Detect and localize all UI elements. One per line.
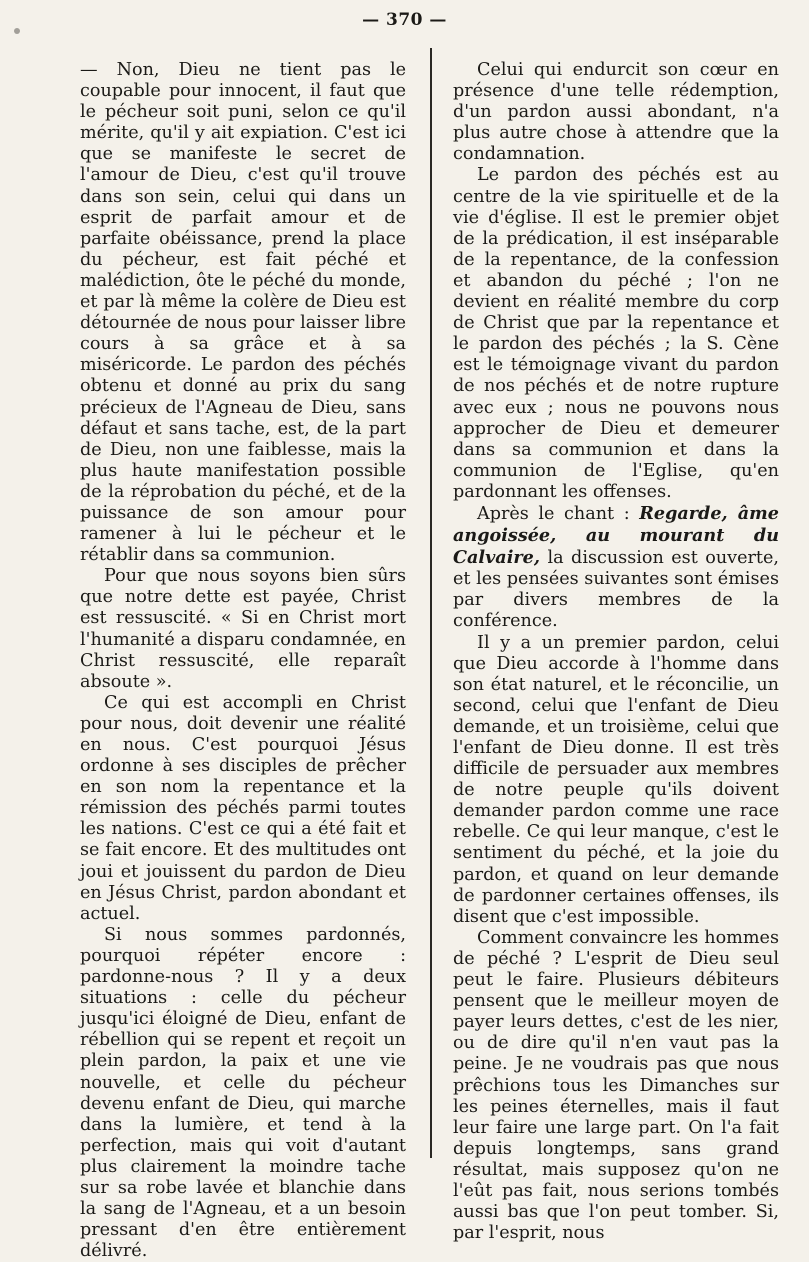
paragraph: Pour que nous soyons bien sûrs que notre dette est payée, Christ est ressuscité. « Si en Christ mort l'humanité a disparu condamnée, en Christ ressuscité, elle reparaît absoute ». [80, 566, 406, 692]
left-column [80, 60, 406, 1262]
paper-speck [14, 28, 20, 34]
paragraph: Celui qui endurcit son cœur en présence d'une telle rédemption, d'un pardon aussi abondant, n'a plus autre chose à attendre que la condamnation. [453, 60, 779, 165]
paragraph: Ce qui est accompli en Christ pour nous, doit devenir une réalité en nous. C'est pourquoi Jésus ordonne à ses disciples de prêcher en son nom la repentance et la rémission des péchés parmi toutes les nations. C'est ce qui a été fait et se fait encore. Et des multitudes ont joui et jouissent du pardon de Dieu en Jésus Christ, pardon abondant et actuel. [80, 692, 406, 924]
paragraph: Si nous sommes pardonnés, pourquoi répéter encore : pardonne-nous ? Il y a deux situations : celle du pécheur jusqu'ici éloigné de Dieu, enfant de rébellion qui se repent et reçoit un plein pardon, la paix et une vie nouvelle, et celle du pécheur devenu enfant de Dieu, qui marche dans la lumière, et tend à la perfection, mais qui voit d'autant plus clairement la moindre tache sur sa robe lavée et blanchie dans la sang de l'Agneau, et a un besoin pressant d'en être entièrement délivré. [80, 924, 406, 1262]
paragraph-text: Après le chant : [477, 503, 640, 524]
page-number: — 370 — [362, 10, 447, 30]
paragraph: Le pardon des péchés est au centre de la vie spirituelle et de la vie d'église. Il est le premier objet de la prédication, il est inséparable de la repentance, de la confession et abandon du péché ; l'on ne devient en réalité membre du corp de Christ que par la repentance et le pardon des péchés ; la S. Cène est le témoignage vivant du pardon de nos péchés et de notre rupture avec eux ; nous ne pouvons nous approcher de Dieu et demeurer dans sa communion et dans la communion de l'Eglise, qu'en pardonnant les offenses. [453, 165, 779, 502]
paragraph [453, 503, 779, 633]
paragraph: — Non, Dieu ne tient pas le coupable pour innocent, il faut que le pécheur soit puni, selon ce qu'il mérite, qu'il y ait expiation. C'est ici que se manifeste le secret de l'amour de Dieu, c'est qu'il trouve dans son sein, celui qui dans un esprit de parfait amour et de parfaite obéissance, prend la place du pécheur, est fait péché et malédiction, ôte le péché du monde, et par là même la colère de Dieu est détournée de nous pour laisser libre cours à sa grâce et à sa miséricorde. Le pardon des péchés obtenu et donné au prix du sang précieux de l'Agneau de Dieu, sans défaut et sans tache, est, de la part de Dieu, non une faiblesse, mais la plus haute manifestation possible de la réprobation du péché, et de la puissance de son amour pour ramener à lui le pécheur et le rétablir dans sa communion. [80, 60, 406, 566]
paragraph: Comment convaincre les hommes de péché ? L'esprit de Dieu seul peut le faire. Plusieurs débiteurs pensent que le meilleur moyen de payer leurs dettes, c'est de les nier, ou de dire qu'il n'en vaut pas la peine. Je ne voudrais pas que nous prêchions tous les Dimanches sur les peines éternelles, mais il faut leur faire une large part. On l'a fait depuis longtemps, sans grand résultat, mais supposez qu'on ne l'eût pas fait, nous serions tombés aussi bas que l'on peut tomber. Si, par l'esprit, nous [453, 927, 779, 1244]
column-divider [430, 48, 432, 1158]
paragraph: Il y a un premier pardon, celui que Dieu accorde à l'homme dans son état naturel, et le réconcilie, un second, celui que l'enfant de Dieu demande, et un troisième, celui que l'enfant de Dieu donne. Il est très difficile de persuader aux membres de notre peuple qu'ils doivent demander pardon comme une race rebelle. Ce qui leur manque, c'est le sentiment du péché, et la joie du pardon, et quand on leur demande de pardonner certaines offenses, ils disent que c'est impossible. [453, 632, 779, 927]
right-column [453, 60, 779, 1244]
paragraph-text: la discussion est ouverte, et les pensées suivantes sont émises par divers membres de la conférence. [453, 548, 779, 632]
hymn-title: Regarde, âme angoissée, au mourant du Calvaire, [453, 502, 779, 569]
